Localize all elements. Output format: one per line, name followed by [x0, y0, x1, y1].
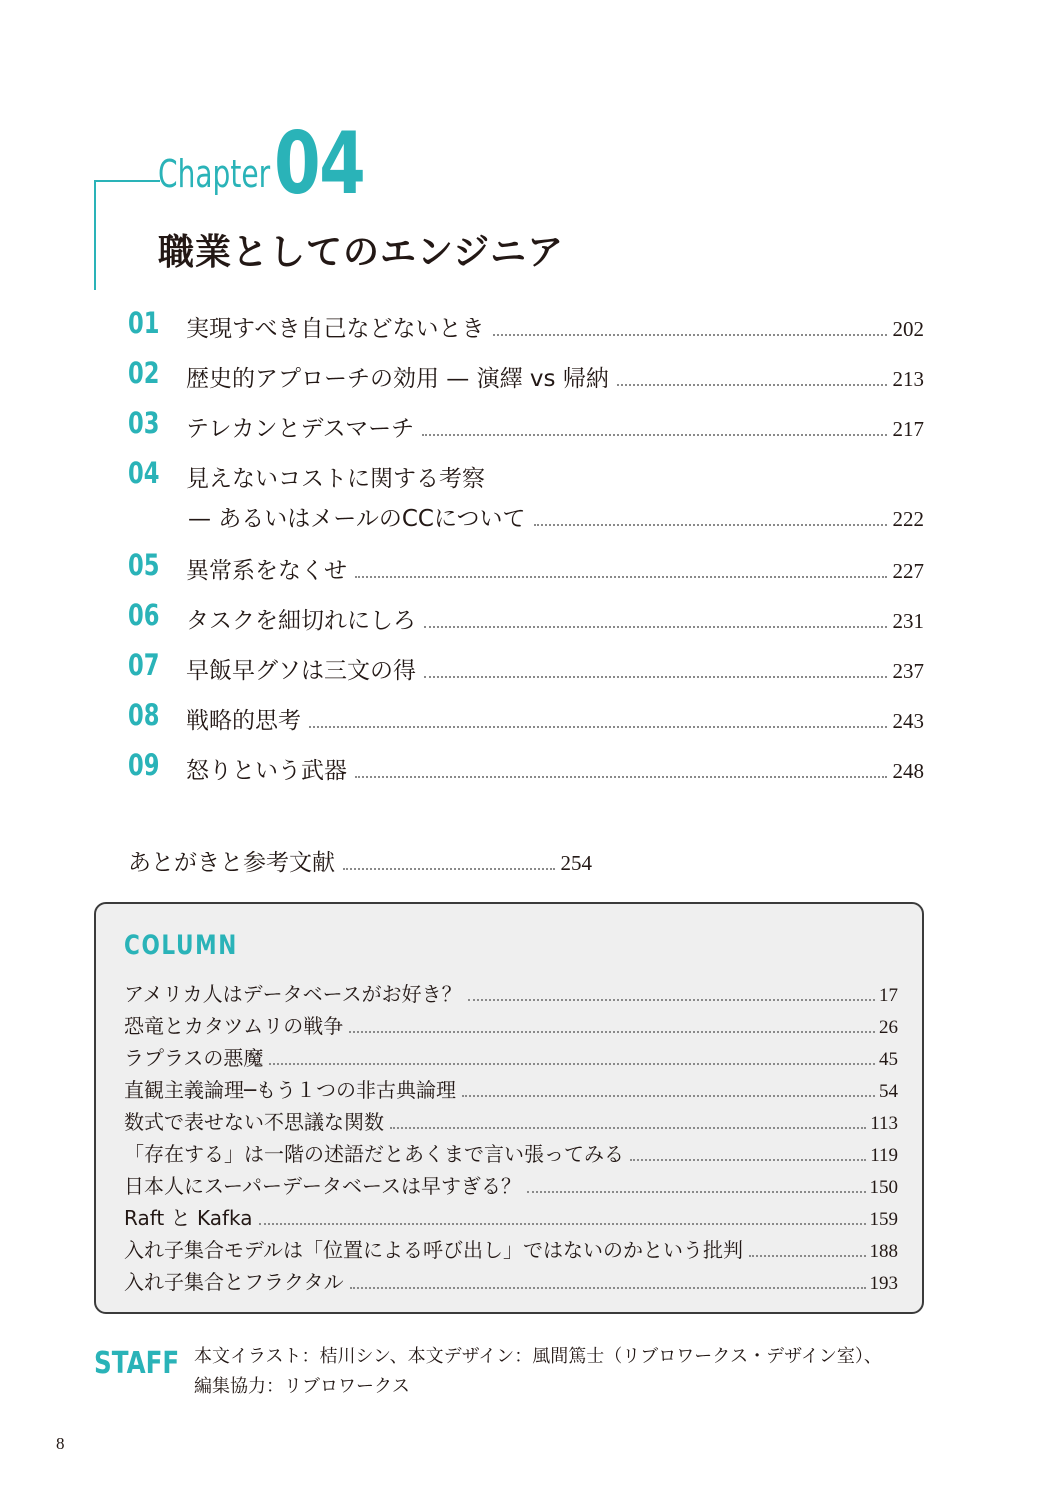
- toc-entry-number: 09: [128, 748, 160, 782]
- leader-dots: [343, 868, 555, 870]
- toc-entry-number: 05: [128, 548, 160, 582]
- leader-dots: [617, 384, 887, 386]
- toc-entry-subtitle: — あるいはメールのCCについて: [188, 506, 526, 532]
- column-entry-page: 150: [869, 1177, 898, 1198]
- toc-entry[interactable]: [128, 406, 924, 444]
- toc-entry-page: 227: [892, 559, 924, 583]
- toc-entry-title: 実現すべき自己などないとき: [186, 316, 485, 342]
- chapter-title: 職業としてのエンジニア: [158, 232, 565, 273]
- column-entry-page: 113: [870, 1113, 898, 1134]
- column-entry[interactable]: [124, 1074, 898, 1103]
- column-entry-page: 45: [879, 1049, 898, 1070]
- toc-entry-title: 早飯早グソは三文の得: [186, 658, 416, 684]
- leader-dots: [534, 524, 887, 526]
- leader-dots: [309, 726, 887, 728]
- leader-dots: [350, 1287, 866, 1289]
- toc-entry-page: 248: [892, 759, 924, 783]
- toc-entry[interactable]: [128, 598, 924, 636]
- chapter-label: Chapter: [158, 152, 271, 196]
- toc-entry[interactable]: [128, 548, 924, 586]
- column-box: [94, 902, 924, 1314]
- toc-entry-number: 03: [128, 406, 160, 440]
- toc-entry-page: 243: [892, 709, 924, 733]
- column-heading: COLUMN: [124, 930, 238, 961]
- staff-credits-line: 本文イラスト：桔川シン、本文デザイン：風間篤士（リブロワークス・デザイン室）、: [194, 1346, 882, 1367]
- toc-entry-page: 231: [892, 609, 924, 633]
- toc-entry[interactable]: [128, 456, 924, 494]
- column-entry[interactable]: [124, 1170, 898, 1199]
- staff-label: STAFF: [94, 1346, 180, 1381]
- toc-entry-subtitle-row[interactable]: [188, 500, 924, 533]
- column-entry-page: 26: [879, 1017, 898, 1038]
- toc-entry-title: 戦略的思考: [186, 708, 301, 734]
- column-entry[interactable]: [124, 978, 898, 1007]
- column-entry[interactable]: [124, 1042, 898, 1071]
- toc-entry[interactable]: [128, 648, 924, 686]
- leader-dots: [269, 1063, 875, 1065]
- toc-entry[interactable]: [128, 698, 924, 736]
- column-entry-page: 119: [870, 1145, 898, 1166]
- toc-entry-title: 見えないコストに関する考察: [186, 466, 485, 492]
- column-entry-page: 159: [869, 1209, 898, 1230]
- column-entry-title: ラプラスの悪魔: [124, 1046, 264, 1070]
- toc-entry-page: 237: [892, 659, 924, 683]
- toc-entry[interactable]: [128, 306, 924, 344]
- staff-credits: [194, 1342, 882, 1402]
- leader-dots: [462, 1095, 875, 1097]
- toc-entry-page: 213: [892, 367, 924, 391]
- leader-dots: [390, 1127, 866, 1129]
- column-entry-title: アメリカ人はデータベースがお好き？: [124, 982, 462, 1006]
- toc-entry[interactable]: [128, 748, 924, 786]
- column-entry[interactable]: [124, 1106, 898, 1135]
- toc-entry-number: 01: [128, 306, 160, 340]
- toc-entry-title: タスクを細切れにしろ: [186, 608, 416, 634]
- toc-entry-number: 04: [128, 456, 160, 490]
- toc-entry-number: 07: [128, 648, 160, 682]
- column-entry[interactable]: [124, 1234, 898, 1263]
- toc-entry-title: テレカンとデスマーチ: [186, 416, 415, 442]
- column-entry-page: 193: [869, 1273, 898, 1294]
- column-entry[interactable]: [124, 1202, 898, 1231]
- toc-entry-number: 06: [128, 598, 160, 632]
- leader-dots: [422, 434, 886, 436]
- leader-dots: [424, 676, 887, 678]
- afterword-title: あとがきと参考文献: [128, 850, 335, 876]
- leader-dots: [349, 1031, 875, 1033]
- chapter-bracket-vertical: [94, 182, 96, 290]
- afterword-entry[interactable]: [128, 844, 592, 877]
- toc-entry-title: 歴史的アプローチの効用 — 演繹 vs 帰納: [186, 366, 609, 392]
- leader-dots: [259, 1223, 866, 1225]
- column-entry[interactable]: [124, 1266, 898, 1295]
- leader-dots: [527, 1191, 866, 1193]
- leader-dots: [493, 334, 887, 336]
- toc-entry-page: 217: [892, 417, 924, 441]
- column-entry-title: Raft と Kafka: [124, 1206, 253, 1230]
- page-number: 8: [56, 1434, 65, 1453]
- column-entry-page: 54: [879, 1081, 898, 1102]
- column-entry-title: 入れ子集合モデルは「位置による呼び出し」ではないのかという批判: [124, 1238, 743, 1262]
- toc-entry-page: 202: [892, 317, 924, 341]
- column-entry-title: 入れ子集合とフラクタル: [124, 1270, 344, 1294]
- leader-dots: [468, 999, 875, 1001]
- afterword-page: 254: [560, 851, 592, 875]
- column-entry-title: 「存在する」は一階の述語だとあくまで言い張ってみる: [124, 1142, 624, 1166]
- toc-entry[interactable]: [128, 356, 924, 394]
- toc-entry-title: 異常系をなくせ: [186, 558, 347, 584]
- chapter-number: 04: [274, 114, 365, 214]
- column-entry[interactable]: [124, 1138, 898, 1167]
- toc-entry-number: 08: [128, 698, 160, 732]
- leader-dots: [424, 626, 887, 628]
- column-entry-page: 188: [869, 1241, 898, 1262]
- column-entry[interactable]: [124, 1010, 898, 1039]
- leader-dots: [630, 1159, 866, 1161]
- toc-entry-title: 怒りという武器: [186, 758, 347, 784]
- column-entry-title: 日本人にスーパーデータベースは早すぎる？: [124, 1174, 521, 1198]
- leader-dots: [355, 776, 887, 778]
- leader-dots: [749, 1255, 866, 1257]
- toc-entry-page: 222: [892, 507, 924, 531]
- column-entry-title: 直観主義論理─もう１つの非古典論理: [124, 1078, 457, 1102]
- column-entry-title: 数式で表せない不思議な関数: [124, 1110, 384, 1134]
- toc-entry-number: 02: [128, 356, 160, 390]
- chapter-bracket-horizontal: [94, 180, 160, 182]
- column-entry-page: 17: [879, 985, 898, 1006]
- staff-credits-line: 編集協力：リブロワークス: [194, 1376, 410, 1397]
- column-entry-title: 恐竜とカタツムリの戦争: [124, 1014, 344, 1038]
- leader-dots: [355, 576, 887, 578]
